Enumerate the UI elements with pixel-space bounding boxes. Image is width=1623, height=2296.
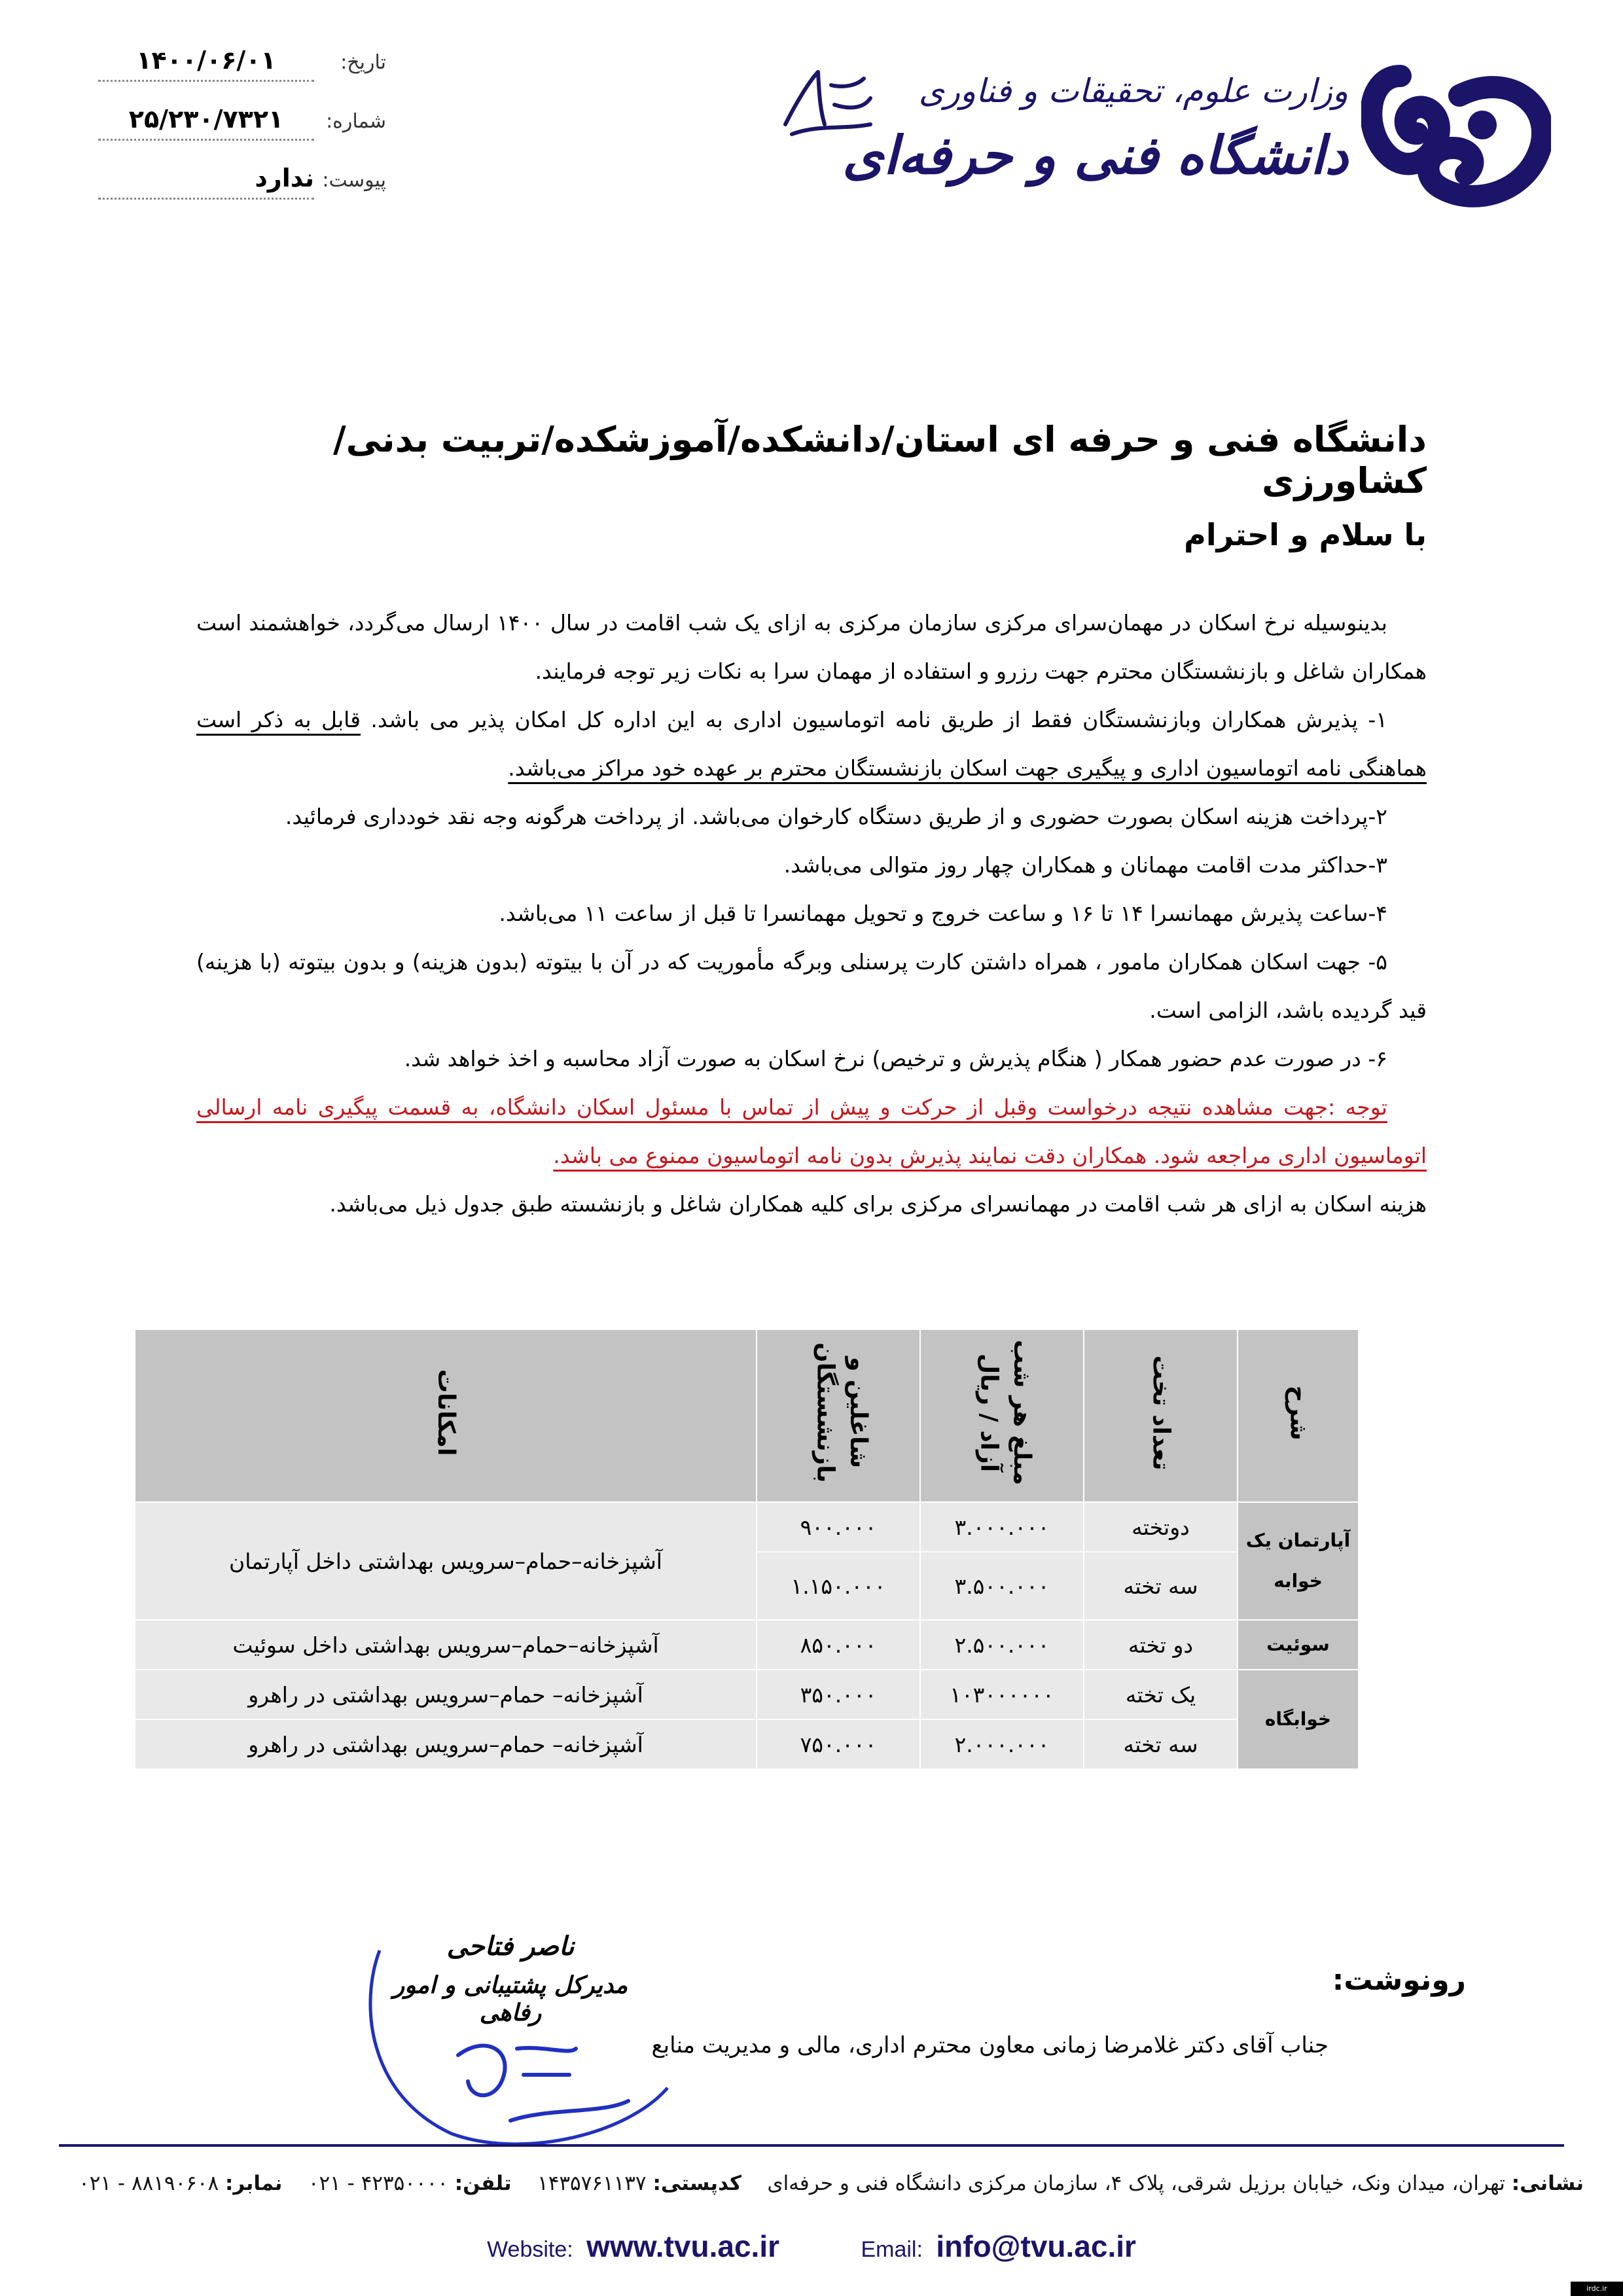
address-text: تهران، میدان ونک، خیابان برزیل شرقی، پلاک ۴، سازمان مرکزی دانشگاه فنی و حرفه‌ای [767, 2172, 1505, 2195]
date-label: تاریخ: [340, 51, 386, 74]
intro-paragraph: بدینوسیله نرخ اسکان در مهمان‌سرای مرکزی سازمان مرکزی به ازای یک شب اقامت در سال ۱۴۰۰ ارسال می‌گردد، خواهشمند است همکاران شاغل و بازنشستگان محترم جهت رزرو و استفاده از مهمان سرا به نکات زیر توجه فرمایند. [196, 610, 1427, 684]
address-label: نشانی: [1511, 2172, 1584, 2195]
free-rate-cell: ۲.۵۰۰.۰۰۰ [920, 1620, 1084, 1670]
fax-number: ۸۸۱۹۰۶۰۸ - ۰۲۱ [79, 2172, 219, 2195]
postal-label: کدپستی: [652, 2172, 741, 2195]
attachment-row [98, 164, 386, 203]
item-1-text: ۱- پذیرش همکاران وبازنشستگان فقط از طریق نامه اتوماسیون اداری به این اداره کل امکان پذیر می باشد. [370, 707, 1387, 732]
facilities-cell: آشپزخانه– حمام–سرویس بهداشتی در راهرو [135, 1670, 757, 1719]
university-logo-icon [1361, 56, 1551, 220]
header-facilities: امکانات [135, 1329, 757, 1502]
item-1-underlined: قابل به ذکر است هماهنگی نامه اتوماسیون اداری و پیگیری جهت اسکان بازنشستگان محترم بر عهده خود مراکز می‌باشد. [196, 707, 1427, 781]
item-3: ۳-حداکثر مدت اقامت مهمانان و همکاران چهار روز متوالی می‌باشد. [783, 852, 1387, 878]
item-1 [196, 696, 1427, 793]
facilities-cell: آشپزخانه–حمام–سرویس بهداشتی داخل سوئیت [135, 1620, 757, 1670]
staff-rate-cell: ۸۵۰.۰۰۰ [757, 1620, 920, 1670]
date-value: ۱۴۰۰/۰۶/۰۱ [98, 46, 314, 82]
beds-cell: دوتخته [1084, 1502, 1238, 1552]
phone-number: ۴۲۳۵۰۰۰۰ - ۰۲۱ [308, 2172, 448, 2195]
number-value: ۲۵/۲۳۰/۷۳۲۱ [98, 105, 314, 141]
group-apartment: آپارتمان یک خوابه [1238, 1502, 1359, 1620]
group-dorm: خوابگاه [1238, 1670, 1359, 1769]
cc-recipient: جناب آقای دکتر غلامرضا زمانی معاون محترم اداری، مالی و مدیریت منابع [651, 2032, 1329, 2058]
header-free-rate: مبلغ هر شب آزاد / ریال [920, 1329, 1084, 1502]
rate-table [134, 1329, 1359, 1770]
university-name: دانشگاه فنی و حرفه‌ای [842, 124, 1348, 186]
group-suite: سوئیت [1238, 1620, 1359, 1670]
table-row [135, 1670, 1359, 1719]
item-4: ۴-ساعت پذیرش مهمانسرا ۱۴ تا ۱۶ و ساعت خروج و تحویل مهمانسرا تا قبل از ساعت ۱۱ می‌باشد. [499, 901, 1387, 926]
signer-title: مدیرکل پشتیبانی و امور رفاهی [393, 1971, 628, 2026]
signer-name: ناصر فتاحی [446, 1931, 575, 1962]
staff-rate-cell: ۱.۱۵۰.۰۰۰ [757, 1552, 920, 1620]
table-row [135, 1502, 1359, 1552]
number-label: شماره: [326, 110, 386, 133]
free-rate-cell: ۲.۰۰۰.۰۰۰ [920, 1719, 1084, 1769]
letter-body [196, 599, 1427, 1229]
footer-contact [0, 2229, 1623, 2264]
item-6: ۶- در صورت عدم حضور همکار ( هنگام پذیرش و ترخیص) نرخ اسکان به صورت آزاد محاسبه و اخذ خواهد شد. [404, 1046, 1387, 1071]
ministry-name: وزارت علوم، تحقیقات و فناوری [918, 72, 1348, 110]
letter-greeting: با سلام و احترام [1184, 517, 1427, 552]
facilities-cell: آشپزخانه– حمام–سرویس بهداشتی در راهرو [135, 1719, 757, 1769]
free-rate-cell: ۳.۰۰۰.۰۰۰ [920, 1502, 1084, 1552]
email-label: Email: [861, 2237, 923, 2262]
item-5: ۵- جهت اسکان همکاران مامور ، همراه داشتن کارت پرسنلی وبرگه مأموریت که در آن با بیتوته (بدون هزینه) و بدون بیتوته (با هزینه) قید گردیده باشد، الزامی است. [196, 949, 1427, 1023]
table-row [135, 1719, 1359, 1769]
beds-cell: سه تخته [1084, 1552, 1238, 1620]
website-label: Website: [487, 2237, 573, 2262]
email-link[interactable]: info@tvu.ac.ir [936, 2229, 1136, 2263]
date-row [98, 46, 386, 85]
invocation-calligraphy-icon [772, 59, 877, 144]
free-rate-cell: ۱۰۳۰۰۰۰۰۰ [920, 1670, 1084, 1719]
website-link[interactable]: www.tvu.ac.ir [586, 2229, 779, 2263]
corner-watermark: irdc.ir [1571, 2282, 1623, 2296]
attachment-label: پیوست: [322, 169, 386, 192]
beds-cell: دو تخته [1084, 1620, 1238, 1670]
table-row [135, 1620, 1359, 1670]
attention-note: توجه :جهت مشاهده نتیجه درخواست وقبل از حرکت و پیش از تماس با مسئول اسکان دانشگاه، به قسمت پیگیری نامه ارسالی اتوماسیون اداری مراجعه شود. همکاران دقت نمایند پذیرش بدون نامه اتوماسیون ممنوع می باشد. [196, 1094, 1427, 1168]
staff-rate-cell: ۳۵۰.۰۰۰ [757, 1670, 920, 1719]
free-rate-cell: ۳.۵۰۰.۰۰۰ [920, 1552, 1084, 1620]
footer-address [39, 2172, 1584, 2195]
beds-cell: یک تخته [1084, 1670, 1238, 1719]
item-2: ۲-پرداخت هزینه اسکان بصورت حضوری و از طریق دستگاه کارخوان می‌باشد. از پرداخت هرگونه وجه نقد خودداری فرمائید. [285, 804, 1387, 829]
header-type: شرح [1238, 1329, 1359, 1502]
fax-label: نمابر: [225, 2172, 283, 2195]
postal-code: ۱۴۳۵۷۶۱۱۳۷ [537, 2172, 647, 2195]
phone-label: تلفن: [454, 2172, 512, 2195]
header-staff-rate: شاغلین و بازنشستگان [757, 1329, 920, 1502]
footer-divider [59, 2144, 1564, 2147]
number-row [98, 105, 386, 144]
staff-rate-cell: ۷۵۰.۰۰۰ [757, 1719, 920, 1769]
table-header-row [135, 1329, 1359, 1502]
cc-label: رونوشت: [1332, 1964, 1466, 1997]
staff-rate-cell: ۹۰۰.۰۰۰ [757, 1502, 920, 1552]
attachment-value: ندارد [98, 164, 314, 200]
header-beds: تعداد تخت [1084, 1329, 1238, 1502]
facilities-cell: آشپزخانه–حمام–سرویس بهداشتی داخل آپارتمان [135, 1502, 757, 1620]
beds-cell: سه تخته [1084, 1719, 1238, 1769]
letter-heading: دانشگاه فنی و حرفه ای استان/دانشکده/آموزشکده/تربیت بدنی/کشاورزی [332, 419, 1427, 501]
closing-paragraph: هزینه اسکان به ازای هر شب اقامت در مهمانسرای مرکزی برای کلیه همکاران شاغل و بازنشسته طبق جدول ذیل می‌باشد. [329, 1191, 1427, 1217]
